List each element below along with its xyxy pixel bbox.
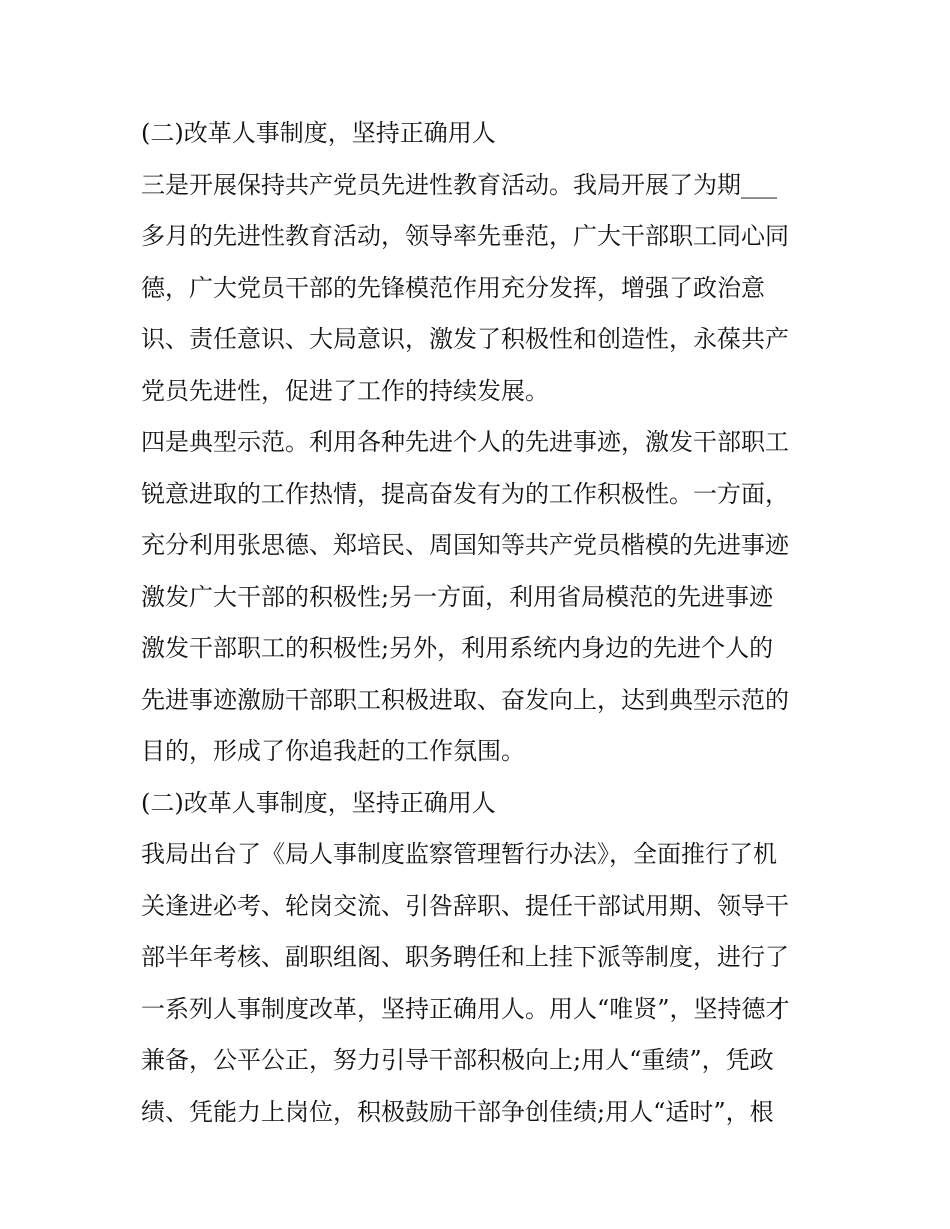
paragraph-line: 三是开展保持共产党员先进性教育活动。我局开展了为期___ [141, 170, 777, 199]
paragraph-line: 关逢进必考、轮岗交流、引咎辞职、提任干部试用期、领导干 [141, 891, 789, 920]
paragraph-line: 多月的先进性教育活动，领导率先垂范，广大干部职工同心同 [141, 222, 789, 250]
section-heading: (二)改革人事制度，坚持正确用人 [141, 119, 496, 147]
paragraph-line: 党员先进性，促进了工作的持续发展。 [141, 376, 549, 405]
paragraph-line: 充分利用张思德、郑培民、周国知等共产党员楷模的先进事迹 [141, 531, 789, 559]
paragraph-line: 锐意进取的工作热情，提高奋发有为的工作积极性。一方面， [141, 479, 789, 508]
document-body [141, 108, 811, 1138]
paragraph-line: 目的，形成了你追我赶的工作氛围。 [141, 737, 525, 765]
paragraph-line: 我局出台了《局人事制度监察管理暂行办法》，全面推行了机 [141, 840, 777, 868]
paragraph-line: 激发干部职工的积极性;另外，利用系统内身边的先进个人的 [141, 634, 774, 662]
paragraph-line: 激发广大干部的积极性;另一方面，利用省局模范的先进事迹 [141, 582, 774, 611]
paragraph-line: 先进事迹激励干部职工积极进取、奋发向上，达到典型示范的 [141, 685, 789, 714]
paragraph-line: 四是典型示范。利用各种先进个人的先进事迹，激发干部职工 [141, 428, 789, 456]
paragraph-line: 绩、凭能力上岗位，积极鼓励干部争创佳绩;用人“适时”，根 [141, 1097, 774, 1126]
paragraph-line: 一系列人事制度改革，坚持正确用人。用人“唯贤”，坚持德才 [141, 994, 790, 1023]
paragraph-line: 德，广大党员干部的先锋模范作用充分发挥，增强了政治意 [141, 273, 765, 302]
paragraph-line: 识、责任意识、大局意识，激发了积极性和创造性，永葆共产 [141, 325, 789, 353]
paragraph-line: 兼备，公平公正，努力引导干部积极向上;用人“重绩”，凭政 [141, 1046, 774, 1074]
section-heading: (二)改革人事制度，坚持正确用人 [141, 788, 496, 817]
paragraph-line: 部半年考核、副职组阁、职务聘任和上挂下派等制度，进行了 [141, 943, 789, 971]
